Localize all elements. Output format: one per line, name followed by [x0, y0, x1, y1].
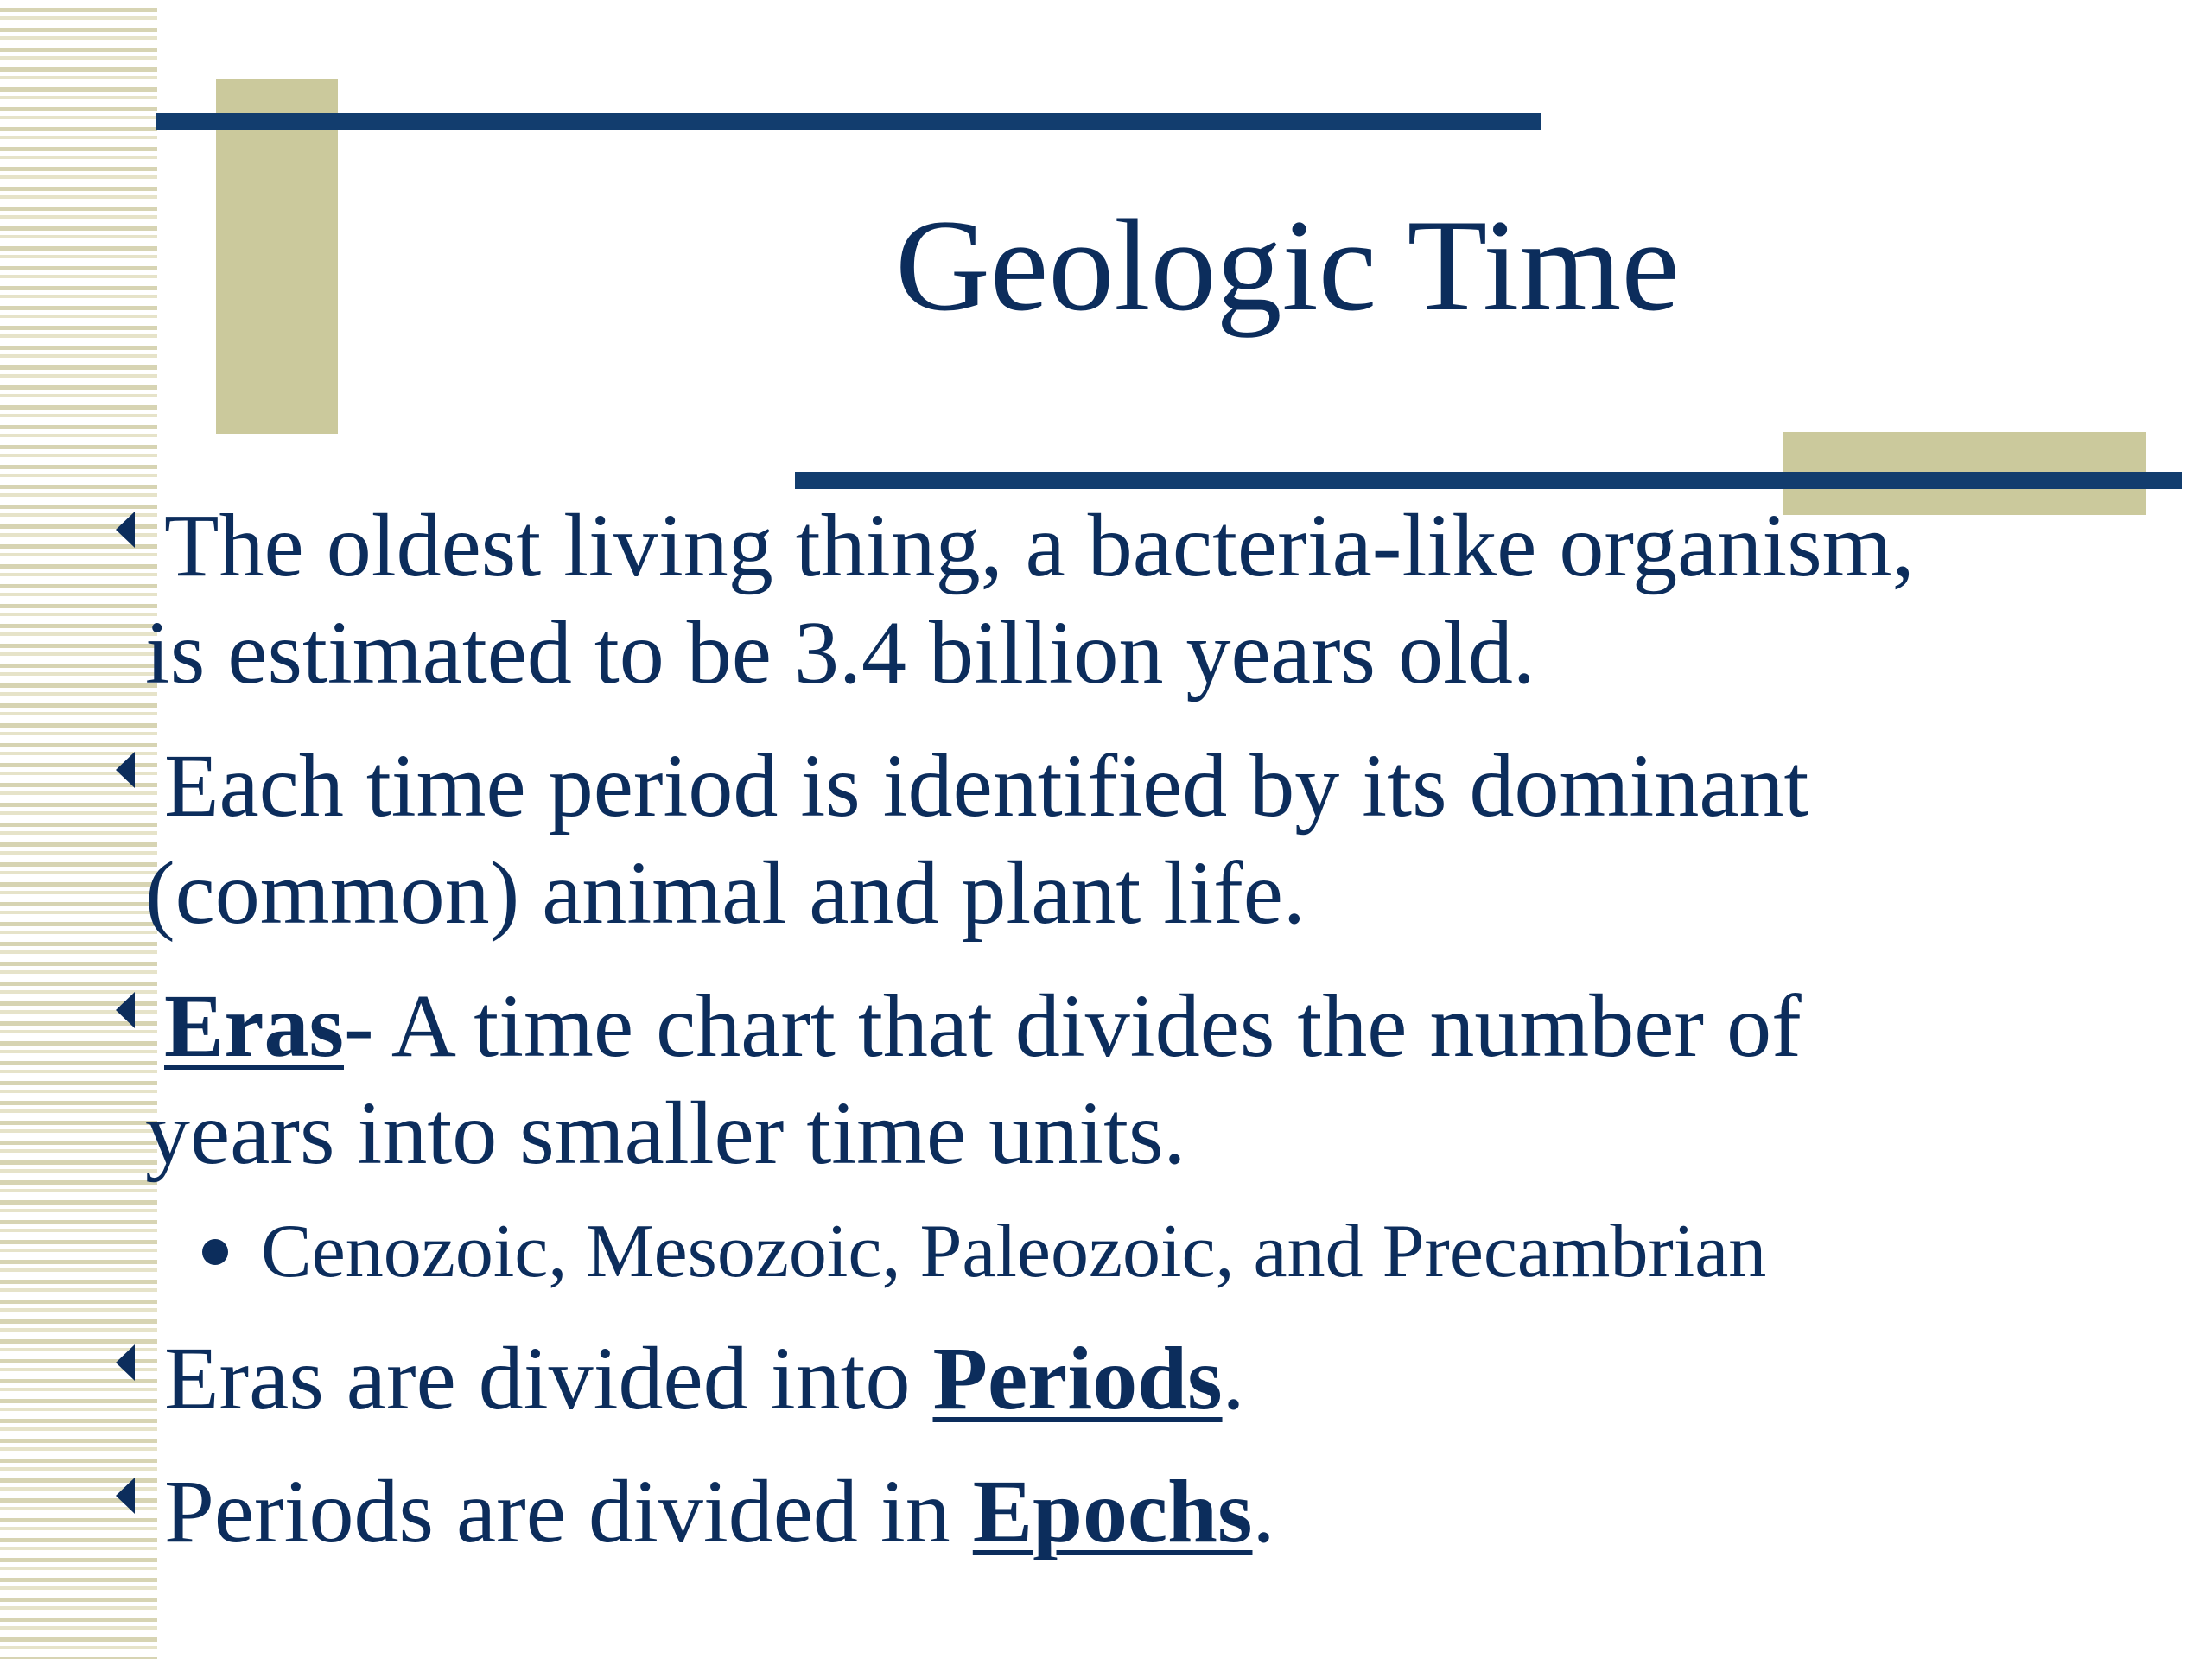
tan-accent-block-top — [216, 79, 338, 434]
slide-title: Geologic Time — [895, 193, 1680, 338]
bullet-oldest-living-thing — [112, 493, 2186, 707]
bullet-epochs — [112, 1459, 2186, 1566]
bullet-dot-icon — [202, 1239, 228, 1265]
bullet-time-period — [112, 733, 2186, 947]
bullet-arrow-icon — [116, 992, 135, 1028]
bullet-arrow-icon — [116, 512, 135, 548]
bullet-text-line: The oldest living thing, a bacteria-like organism, — [164, 496, 1915, 595]
bullet-text-post: . — [1252, 1462, 1275, 1561]
bullet-list — [112, 493, 2186, 1592]
bullet-text-line: - A time chart that divides the number of — [344, 976, 1802, 1076]
sub-bullet-era-names — [112, 1205, 2186, 1300]
bullet-text-line: (common) animal and plant life. — [145, 843, 1306, 943]
bullet-text-line: Each time period is identified by its dominant — [164, 736, 1809, 836]
bullet-periods — [112, 1325, 2186, 1433]
bullet-arrow-icon — [116, 1344, 135, 1381]
top-rule — [156, 113, 1541, 130]
bullet-text-line: years into smaller time units. — [145, 1084, 1186, 1183]
term-epochs: Epochs — [972, 1462, 1253, 1561]
title-underline-rule — [795, 472, 2182, 489]
bullet-text-post: . — [1222, 1329, 1245, 1428]
bullet-eras — [112, 973, 2186, 1187]
bullet-arrow-icon — [116, 1478, 135, 1514]
term-eras: Eras — [164, 976, 344, 1076]
bullet-text-pre: Periods are divided in — [164, 1462, 973, 1561]
bullet-text-pre: Eras are divided into — [164, 1329, 933, 1428]
bullet-arrow-icon — [116, 752, 135, 788]
sub-bullet-text: Cenozoic, Mesozoic, Paleozoic, and Precambrian — [261, 1210, 1767, 1294]
bullet-text-line: is estimated to be 3.4 billion years old. — [145, 603, 1535, 702]
term-periods: Periods — [932, 1329, 1223, 1428]
